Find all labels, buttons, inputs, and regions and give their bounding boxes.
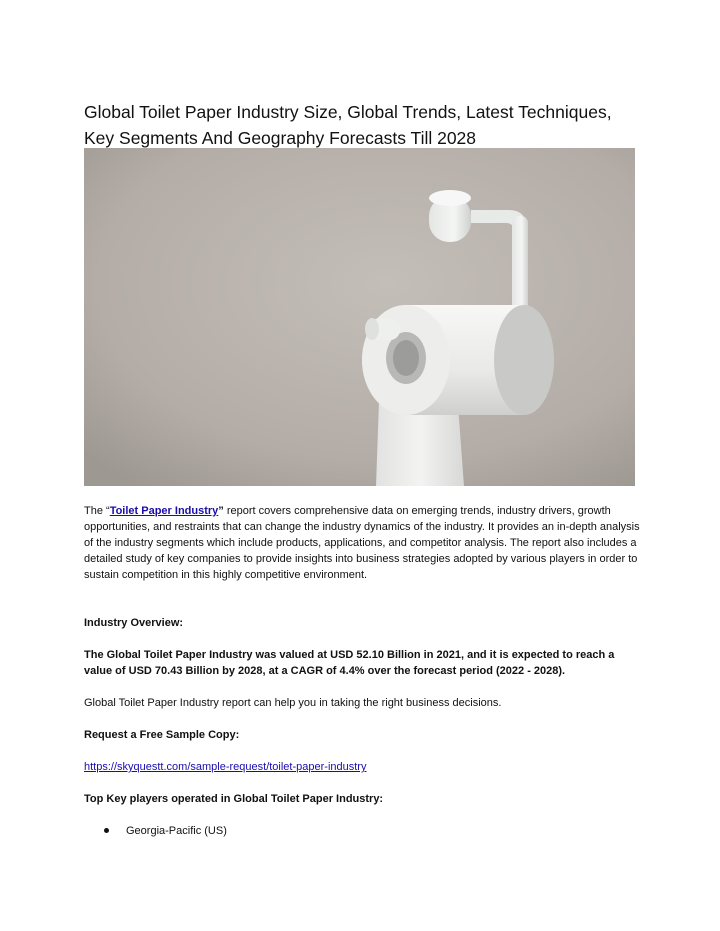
request-link-paragraph: [84, 759, 640, 775]
intro-close-quote: ”: [218, 505, 224, 517]
overview-paragraph: The Global Toilet Paper Industry was valued at USD 52.10 Billion in 2021, and it is expected to reach a value of USD 70.43 Billion by 2028, at a CAGR of 4.4% over the forecast period (2022 - 2028).: [84, 649, 615, 677]
player-name: Georgia-Pacific (US): [126, 825, 227, 837]
intro-paragraph: [84, 503, 640, 583]
document-title: Global Toilet Paper Industry Size, Global Trends, Latest Techniques, Key Segments And Geography Forecasts Till 2028: [84, 102, 612, 148]
players-heading: Top Key players operated in Global Toilet Paper Industry:: [84, 793, 384, 805]
overview-heading: Industry Overview:: [84, 617, 184, 629]
help-paragraph: Global Toilet Paper Industry report can help you in taking the right business decisions.: [84, 697, 502, 709]
toilet-paper-industry-link[interactable]: Toilet Paper Industry: [109, 505, 219, 517]
players-list: [104, 823, 227, 839]
list-item: [104, 823, 227, 839]
toilet-paper-photo: [84, 148, 635, 486]
intro-prefix: The “: [84, 505, 110, 517]
bullet-icon: [104, 828, 109, 833]
request-heading: Request a Free Sample Copy:: [84, 729, 240, 741]
sample-request-link[interactable]: https://skyquestt.com/sample-request/toilet-paper-industry: [84, 761, 367, 773]
intro-body: report covers comprehensive data on emerging trends, industry drivers, growth opportunities, and restraints that can change the industry dynamics of the industry. It provides an in-depth analysis of the industry segments which include products, applications, and competitor analysis. The report also includes a detailed study of key companies to provide insights into business strategies adopted by various players in order to sustain competition in this highly competitive environment.: [84, 505, 640, 581]
toilet-paper-illustration: [84, 148, 635, 486]
